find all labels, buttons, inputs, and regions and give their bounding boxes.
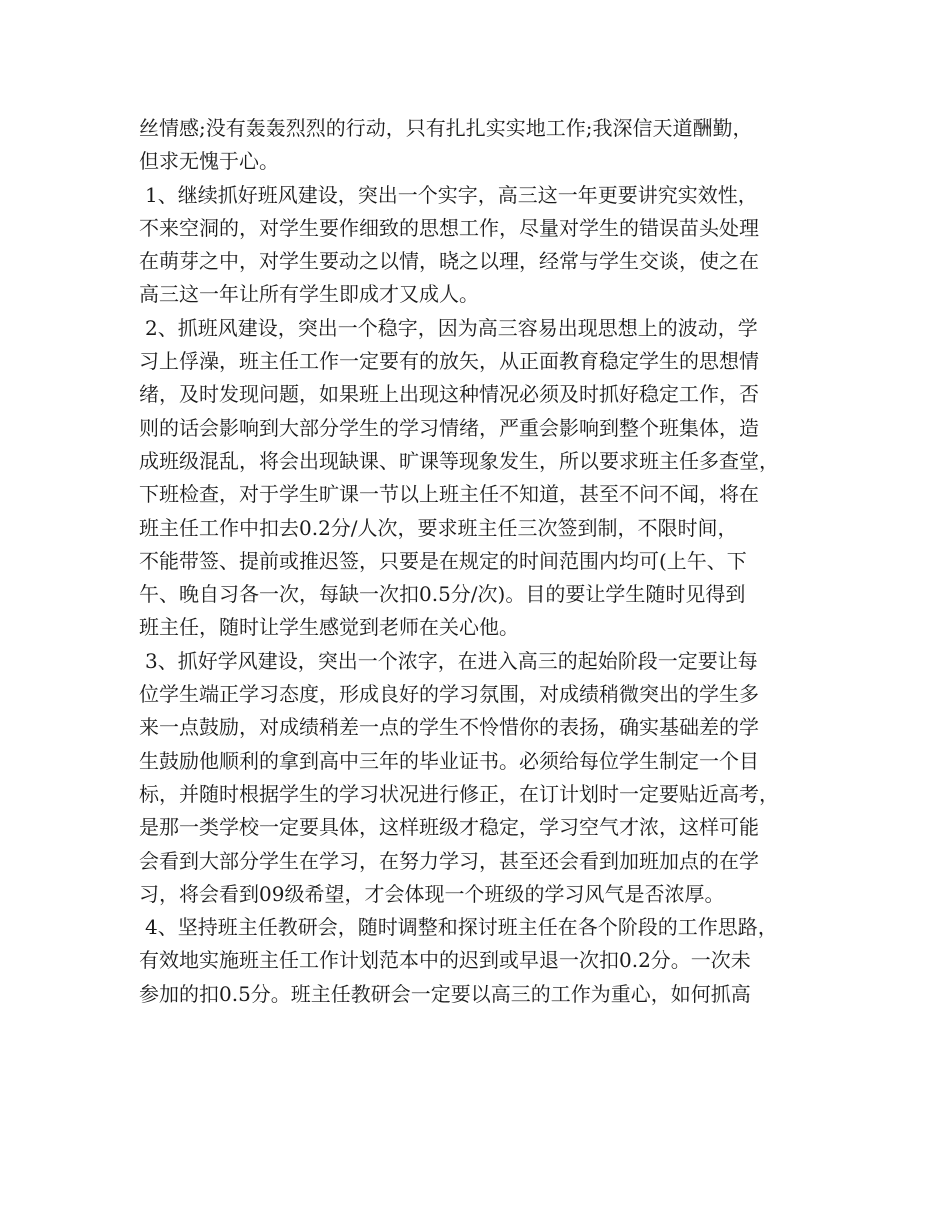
- text-line: 班主任工作中扣去0.2分/人次，要求班主任三次签到制，不限时间，: [139, 515, 738, 540]
- text-line: 绪，及时发现问题，如果班上出现这种情况必须及时抓好稳定工作，否: [139, 382, 759, 407]
- text-line: 午、晚自习各一次，每缺一次扣0.5分/次)。目的要让学生随时见得到: [139, 582, 746, 607]
- text-line: 会看到大部分学生在学习，在努力学习，甚至还会看到加班加点的在学: [139, 848, 759, 873]
- text-line: 来一点鼓励，对成绩稍差一点的学生不怜惜你的表扬，确实基础差的学: [139, 715, 759, 740]
- text-line: 习上俘澡，班主任工作一定要有的放矢，从正面教育稳定学生的思想情: [139, 349, 759, 374]
- text-line: 位学生端正学习态度，形成良好的学习氛围，对成绩稍微突出的学生多: [139, 682, 759, 707]
- text-line: 不能带签、提前或推迟签，只要是在规定的时间范围内均可(上午、下: [139, 548, 747, 573]
- text-line: 参加的扣0.5分。班主任教研会一定要以高三的工作为重心，如何抓高: [139, 981, 751, 1006]
- text-line: 1、继续抓好班风建设，突出一个实字，高三这一年更要讲究实效性，: [145, 182, 758, 207]
- body-text: [139, 112, 829, 1011]
- text-line: 则的话会影响到大部分学生的学习情绪，严重会影响到整个班集体，造: [139, 415, 759, 440]
- text-line: 班主任，随时让学生感觉到老师在关心他。: [139, 615, 519, 640]
- text-line: 下班检查，对于学生旷课一节以上班主任不知道，甚至不问不闻，将在: [139, 482, 759, 507]
- text-line: 习，将会看到09级希望，才会体现一个班级的学习风气是否浓厚。: [139, 881, 725, 906]
- text-line: 丝情感;没有轰轰烈烈的行动，只有扎扎实实地工作;我深信天道酬勤，: [139, 116, 753, 140]
- text-line: 不来空洞的，对学生要作细致的思想工作，尽量对学生的错误苗头处理: [139, 215, 759, 240]
- text-line: 高三这一年让所有学生即成才又成人。: [139, 282, 479, 307]
- text-line: 2、抓班风建设，突出一个稳字，因为高三容易出现思想上的波动，学: [145, 315, 758, 340]
- text-line: 在萌芽之中，对学生要动之以情，晓之以理，经常与学生交谈，使之在: [139, 249, 759, 274]
- text-line: 成班级混乱，将会出现缺课、旷课等现象发生，所以要求班主任多查堂，: [139, 448, 779, 473]
- text-line: 是那一类学校一定要具体，这样班级才稳定，学习空气才浓，这样可能: [139, 815, 759, 840]
- text-line: 但求无愧于心。: [139, 149, 279, 174]
- text-line: 有效地实施班主任工作计划范本中的迟到或早退一次扣0.2分。一次未: [139, 948, 751, 973]
- text-line: 4、坚持班主任教研会，随时调整和探讨班主任在各个阶段的工作思路，: [145, 915, 778, 940]
- text-line: 3、抓好学风建设，突出一个浓字，在进入高三的起始阶段一定要让每: [145, 648, 758, 673]
- text-line: 标，并随时根据学生的学习状况进行修正，在订计划时一定要贴近高考，: [139, 781, 779, 806]
- text-line: 生鼓励他顺利的拿到高中三年的毕业证书。必须给每位学生制定一个目: [139, 748, 759, 773]
